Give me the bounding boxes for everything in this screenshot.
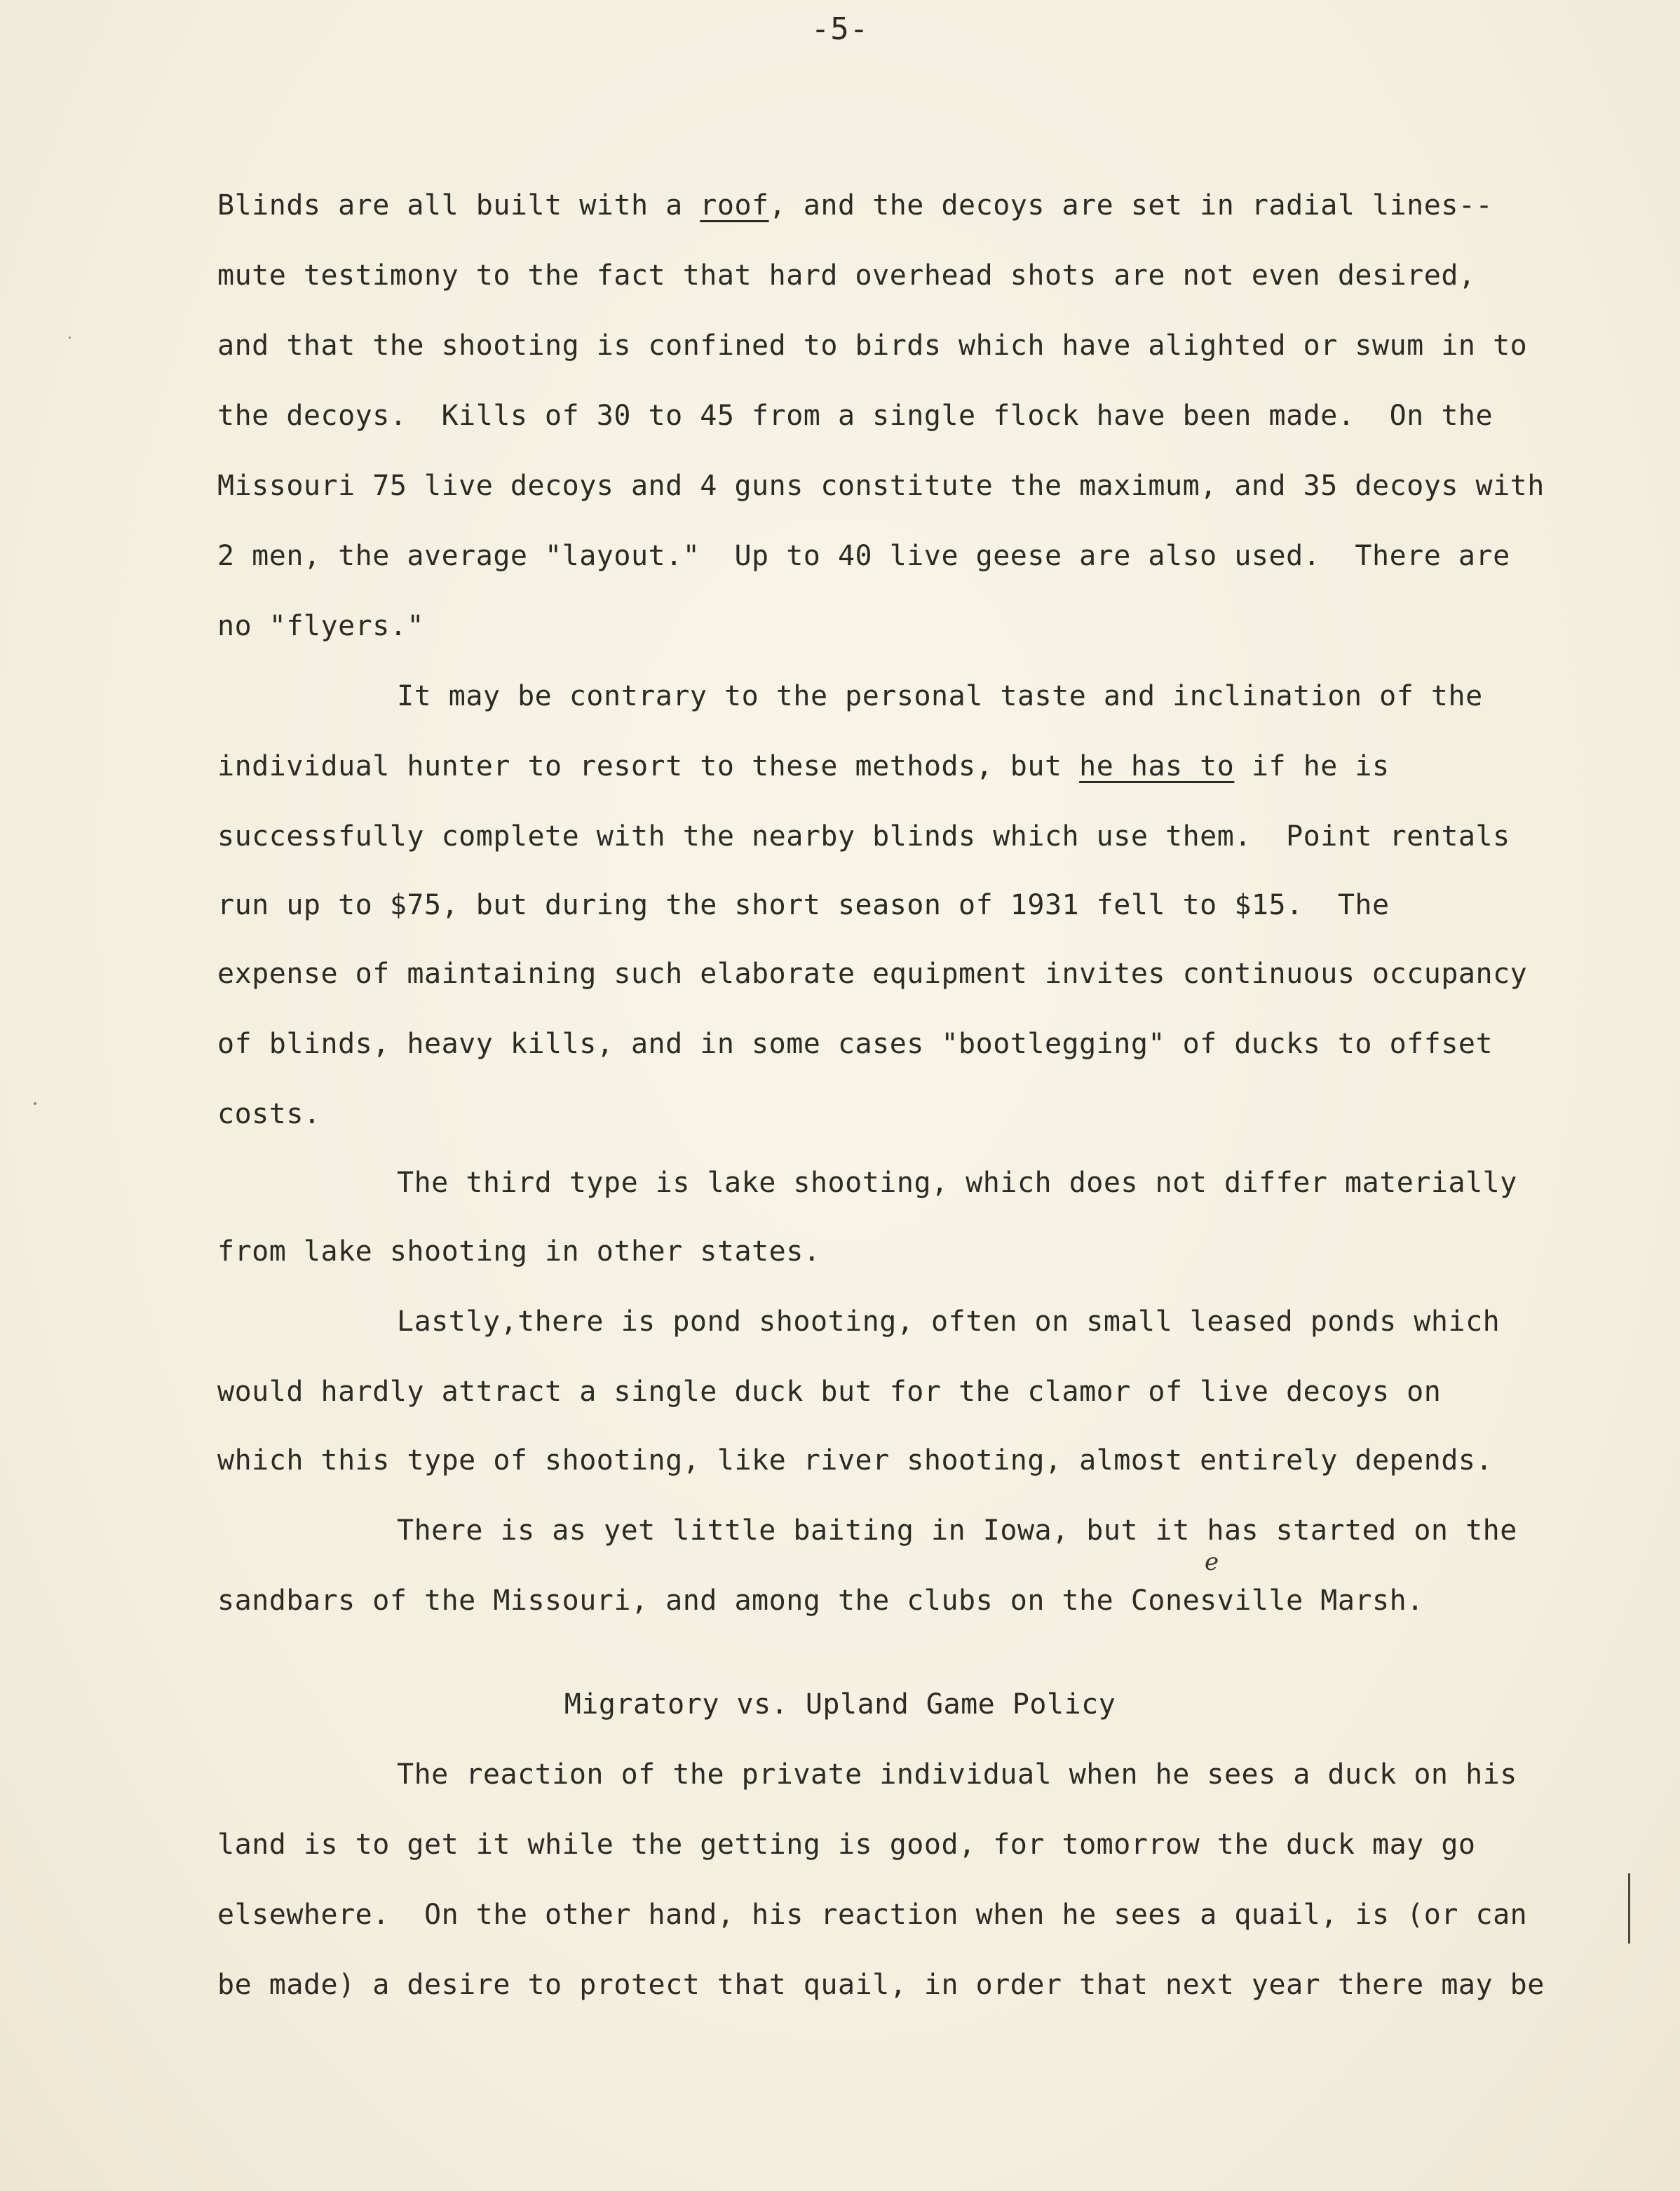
- text-line: the decoys. Kills of 30 to 45 from a single flock have been made. On the: [217, 400, 1493, 432]
- text-line: individual hunter to resort to these methods, but he has to if he is: [217, 750, 1390, 782]
- page-number: -5-: [811, 11, 869, 47]
- text-line: sandbars of the Missouri, and among the clubs on the Conesville Marsh.: [217, 1585, 1424, 1617]
- text-line: costs.: [217, 1098, 321, 1130]
- text-line: 2 men, the average "layout." Up to 40 live geese are also used. There are: [217, 540, 1510, 572]
- text-line: of blinds, heavy kills, and in some cases "bootlegging" of ducks to offset: [217, 1028, 1493, 1060]
- text-line: successfully complete with the nearby blinds which use them. Point rentals: [217, 820, 1510, 853]
- text-line: Blinds are all built with a roof, and the decoys are set in radial lines--: [217, 189, 1493, 222]
- underlined-text: roof: [700, 189, 769, 222]
- text-line: from lake shooting in other states.: [217, 1235, 821, 1268]
- handwritten-correction: e: [1205, 1548, 1219, 1576]
- section-heading: Migratory vs. Upland Game Policy: [564, 1688, 1116, 1721]
- text-line: would hardly attract a single duck but for the clamor of live decoys on: [217, 1376, 1442, 1408]
- paper-speck: [34, 1102, 36, 1105]
- text-line: The reaction of the private individual when he sees a duck on his: [397, 1758, 1517, 1791]
- text-line: run up to $75, but during the short season of 1931 fell to $15. The: [217, 889, 1390, 921]
- text-line: Missouri 75 live decoys and 4 guns constitute the maximum, and 35 decoys with: [217, 470, 1545, 502]
- text-line: There is as yet little baiting in Iowa, but it has started on the: [397, 1514, 1517, 1547]
- text-line: land is to get it while the getting is good, for tomorrow the duck may go: [217, 1829, 1476, 1861]
- paper-speck: [69, 337, 71, 339]
- underlined-text: he has to: [1079, 750, 1235, 782]
- text-line: The third type is lake shooting, which does not differ materially: [397, 1167, 1517, 1199]
- text-line: elsewhere. On the other hand, his reaction when he sees a quail, is (or can: [217, 1899, 1528, 1931]
- text-line: It may be contrary to the personal taste and inclination of the: [397, 680, 1483, 712]
- text-line: expense of maintaining such elaborate equipment invites continuous occupancy: [217, 958, 1528, 990]
- text-line: which this type of shooting, like river shooting, almost entirely depends.: [217, 1444, 1493, 1477]
- text-line: Lastly,there is pond shooting, often on small leased ponds which: [397, 1305, 1501, 1338]
- text-line: no "flyers.": [217, 610, 424, 642]
- text-line: mute testimony to the fact that hard overhead shots are not even desired,: [217, 259, 1476, 292]
- text-line: and that the shooting is confined to birds which have alighted or swum in to: [217, 330, 1528, 362]
- text-line: be made) a desire to protect that quail, in order that next year there may be: [217, 1969, 1545, 2001]
- margin-mark: [1628, 1873, 1630, 1944]
